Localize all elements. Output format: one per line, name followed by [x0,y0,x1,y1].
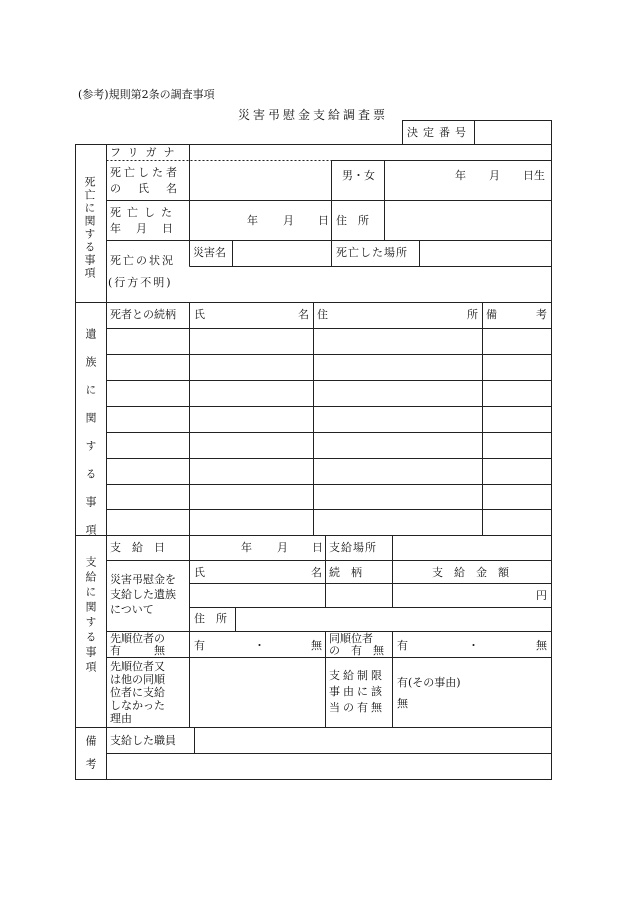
prior-label-1: 先順位者の [110,632,165,645]
remarks-header-first: 備 [486,308,497,321]
family-section-label: 遺族に関する事項 [84,328,97,552]
recipient-name-label-second: 名 [311,566,322,579]
payment-amount-label: 支 給 金 額 [432,566,509,579]
recipient-address-label: 住 所 [194,612,227,625]
relation-header: 死者との続柄 [110,308,176,321]
yen-unit: 円 [536,589,547,602]
staff-field[interactable] [196,729,550,752]
address-header-first: 住 [317,308,328,321]
death-year-label: 年 [247,214,258,227]
death-day-label: 日 [318,214,329,227]
name-header-second: 名 [298,308,309,321]
form-title: 災害弔慰金支給調査票 [238,108,389,122]
death-section-label: 死亡に関する事項 [83,176,96,280]
same-rank-separator: ・ [468,639,479,652]
sex-selector[interactable]: 男・女 [342,169,375,182]
recipient-name-field[interactable] [191,585,324,606]
deceased-name-field[interactable] [191,162,330,199]
death-date-label-1: 死亡した [110,206,178,219]
birth-year-label: 年 [455,169,466,182]
recipient-label-2: 支給した遺族 [110,588,176,601]
payment-section-label: 支給に関する事項 [84,556,97,676]
birth-month-label: 月 [489,169,500,182]
deceased-address-field[interactable] [386,202,550,239]
limit-label-1: 支給制限 [329,669,385,682]
deceased-address-label: 住 所 [336,214,369,227]
death-status-label-1: 死亡の状況 [110,254,175,267]
death-date-label-2: 年 月 日 [110,222,175,235]
prior-separator: ・ [254,639,265,652]
same-rank-label-1: 同順位者 [329,632,373,645]
payment-year-label: 年 [241,541,252,554]
recipient-name-label-first: 氏 [194,566,205,579]
death-place-field[interactable] [421,242,550,265]
address-header-second: 所 [467,308,478,321]
payment-place-label: 支給場所 [329,541,377,554]
decision-number-field[interactable] [476,122,550,143]
payment-day-label: 日 [312,541,323,554]
limit-label-2: 事由に該 [329,685,385,698]
remarks-header-second: 考 [536,308,547,321]
decision-number-label: 決定番号 [407,126,471,139]
death-status-field[interactable] [191,268,550,301]
reason-label-3: 位者に支給 [110,686,165,699]
limit-no-option[interactable]: 無 [397,697,408,710]
recipient-label-3: について [110,603,154,616]
same-rank-label-2: の 有 無 [329,644,384,657]
prior-label-2: 有 無 [110,644,165,657]
payment-place-field[interactable] [394,537,550,559]
deceased-name-label-2: の 氏 名 [110,182,180,195]
reason-label-2: は他の同順 [110,673,165,686]
deceased-name-label-1: 死亡した者 [110,166,180,179]
remarks-section-label: 備考 [84,735,97,781]
prior-yes-option[interactable]: 有 [194,639,205,652]
reference-caption: (参考)規則第2条の調査事項 [78,88,215,101]
same-rank-no-option[interactable]: 無 [536,639,547,652]
death-place-label: 死亡した場所 [336,246,408,259]
furigana-label: フリガナ [110,146,182,159]
disaster-name-field[interactable] [234,242,330,265]
payment-month-label: 月 [277,541,288,554]
limit-yes-option[interactable]: 有(その事由) [397,676,461,689]
death-month-label: 月 [283,214,294,227]
staff-label: 支給した職員 [110,734,176,747]
furigana-field[interactable] [191,146,330,159]
remarks-field[interactable] [108,755,550,778]
reason-label-5: 理由 [110,712,132,725]
recipient-relation-field[interactable] [327,585,391,606]
limit-label-3: 当の有無 [329,701,385,714]
death-status-label-2: (行方不明) [108,276,173,289]
payment-date-label: 支 給 日 [110,541,165,554]
disaster-name-label: 災害名 [193,246,226,259]
reason-label-1: 先順位者又 [110,660,165,673]
recipient-address-field[interactable] [237,609,550,630]
birth-day-label: 日生 [523,169,545,182]
name-header-first: 氏 [194,308,205,321]
reason-label-4: しなかった [110,699,165,712]
same-rank-yes-option[interactable]: 有 [397,639,408,652]
payment-amount-field[interactable] [394,585,550,606]
prior-no-option[interactable]: 無 [311,639,322,652]
recipient-label-1: 災害弔慰金を [110,573,176,586]
reason-field[interactable] [191,659,324,726]
recipient-relation-label: 続 柄 [329,566,362,579]
